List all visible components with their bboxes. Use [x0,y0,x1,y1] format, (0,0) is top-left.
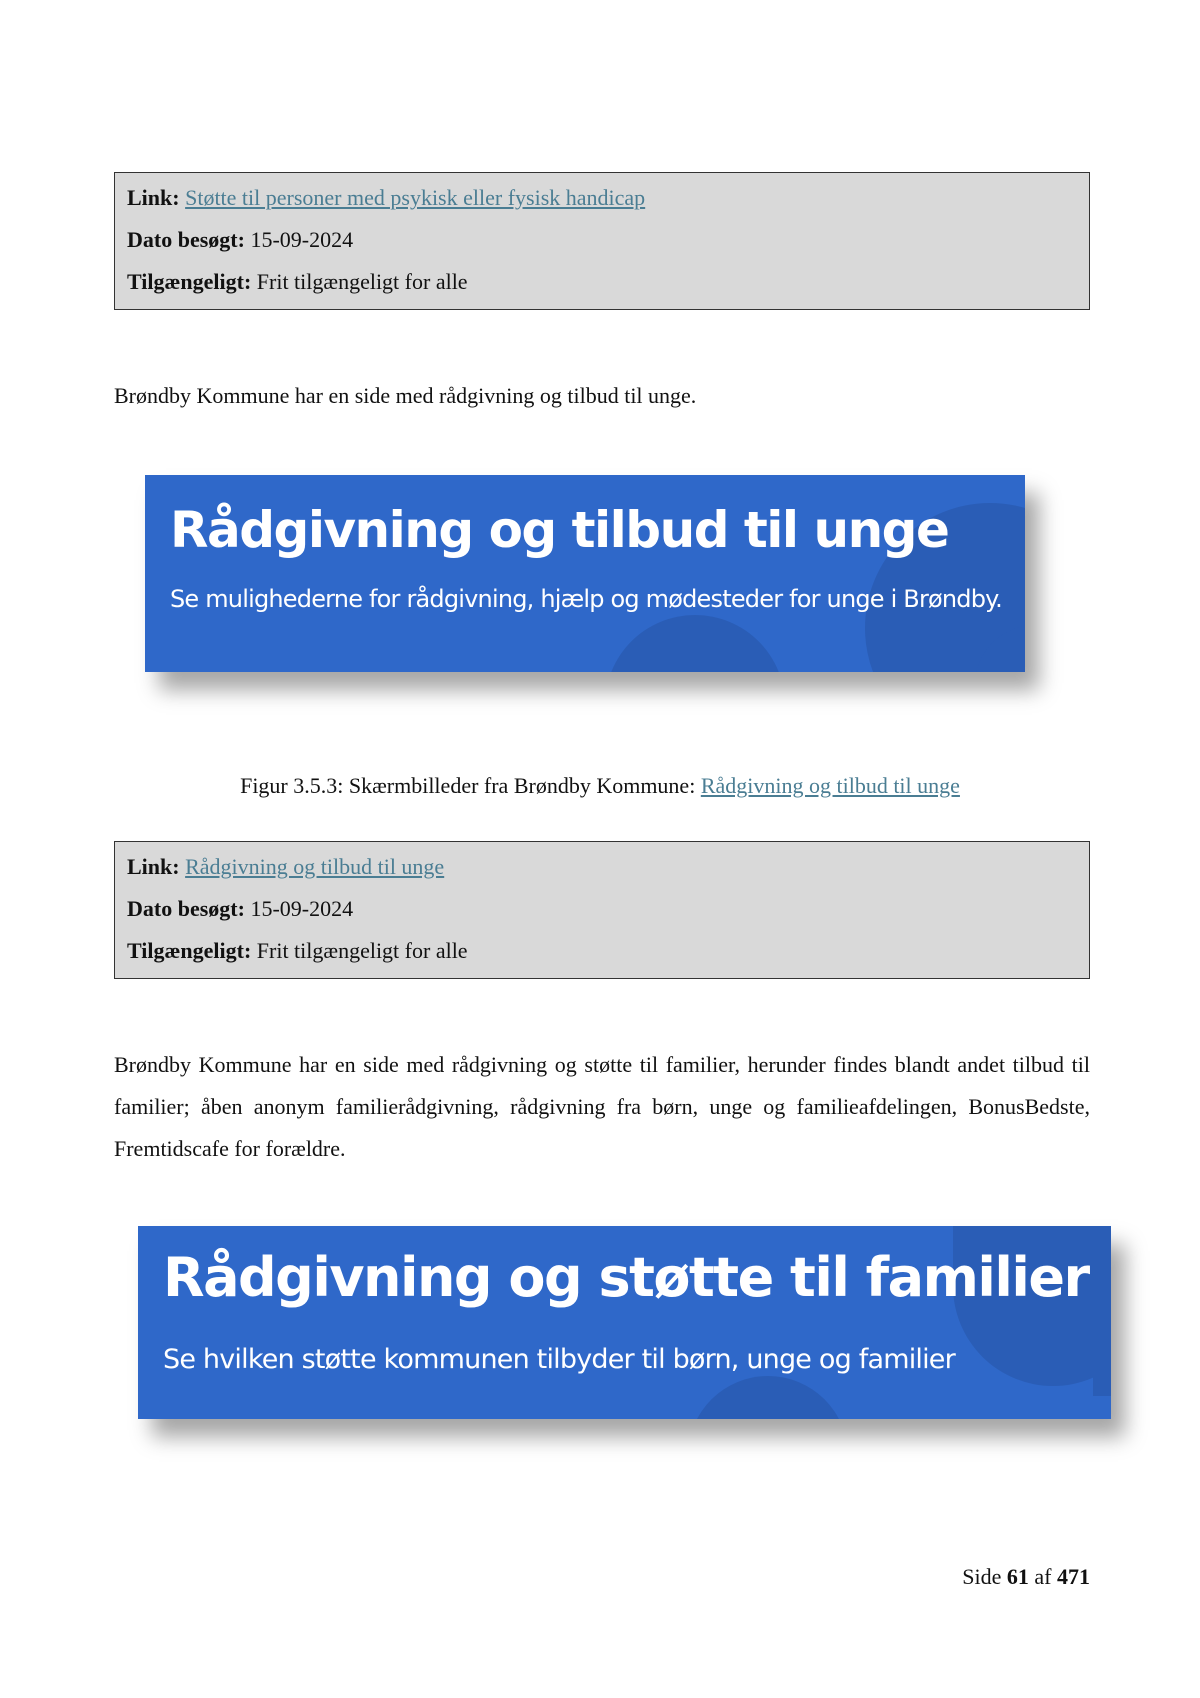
banner-subtitle: Se hvilken støtte kommunen tilbyder til børn, unge og familier [163,1344,955,1375]
access-value: Frit tilgængeligt for alle [256,938,468,963]
banner-deco-shape [688,1376,848,1419]
figure-caption [0,770,1200,802]
banner-title: Rådgivning og støtte til familier [163,1246,1089,1309]
date-label: Dato besøgt: [127,896,245,921]
caption-text: Figur 3.5.3: Skærmbilleder fra Brøndby Kommune: [240,773,696,798]
date-row [127,219,1077,261]
date-row [127,888,1077,930]
link-label: Link: [127,854,180,879]
access-row [127,261,1077,303]
info-box-1 [114,172,1090,310]
date-label: Dato besøgt: [127,227,245,252]
banner-deco-shape [1093,1246,1111,1396]
link-unge[interactable]: Rådgivning og tilbud til unge [185,854,445,879]
date-value: 15-09-2024 [250,896,354,921]
access-row [127,930,1077,972]
link-row [127,177,1077,219]
info-box-2 [114,841,1090,979]
access-value: Frit tilgængeligt for alle [256,269,468,294]
page-current: 61 [1006,1564,1029,1589]
paragraph-2: Brøndby Kommune har en side med rådgivning og støtte til familier, herunder findes blandt andet tilbud til familier; åben anonym familierådgivning, rådgivning fra børn, unge og familieafdelingen, BonusBedste, Fremtidscafe for forældre. [114,1052,1090,1161]
banner-title: Rådgivning og tilbud til unge [170,501,949,559]
access-label: Tilgængeligt: [127,938,252,963]
date-value: 15-09-2024 [250,227,354,252]
banner-familier [138,1226,1111,1419]
page-label: Side [962,1564,1002,1589]
banner-deco-shape [605,615,785,672]
page-of-label: af [1034,1564,1052,1589]
banner-subtitle: Se mulighederne for rådgivning, hjælp og mødesteder for unge i Brøndby. [170,585,1002,613]
caption-link[interactable]: Rådgivning og tilbud til unge [700,773,960,798]
banner-unge [145,475,1025,672]
access-label: Tilgængeligt: [127,269,252,294]
paragraph-1: Brøndby Kommune har en side med rådgivning og tilbud til unge. [114,383,697,408]
page-number [962,1562,1090,1592]
page-total: 471 [1057,1564,1090,1589]
link-label: Link: [127,185,180,210]
link-row [127,846,1077,888]
link-handicap[interactable]: Støtte til personer med psykisk eller fysisk handicap [185,185,646,210]
